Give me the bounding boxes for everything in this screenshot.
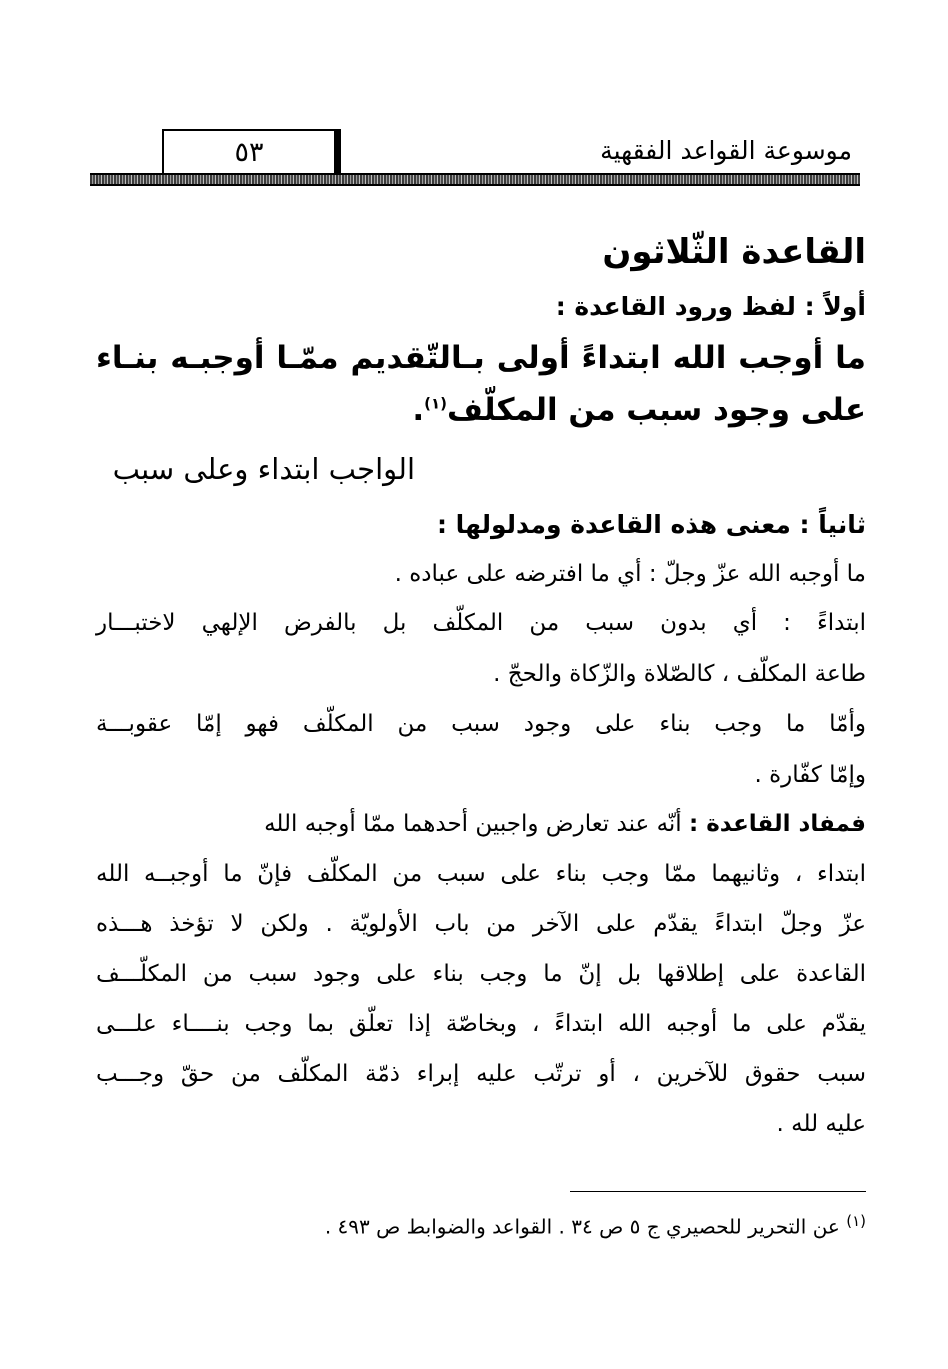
page-number: ٥٣: [162, 129, 341, 177]
footnote: [325, 1212, 866, 1239]
meaning-line-2: ابتداءً : أي بدون سبب من المكلّف بل بالفرض الإلهي لاختبـــار: [96, 610, 866, 636]
header-divider: [90, 173, 860, 186]
footnote-reference: (١): [424, 394, 447, 413]
rule-subtitle: الواجب ابتداء وعلى سبب: [112, 452, 415, 486]
import-line-1: [264, 811, 866, 837]
import-line-3: عزّ وجلّ ابتداءً يقدّم على الآخر من باب الأولويّة . ولكن لا تؤخذ هـــذه: [96, 911, 866, 937]
footnote-divider: [570, 1191, 866, 1192]
rule-statement-end: .: [412, 392, 425, 428]
import-lead-rest: أنّه عند تعارض واجبين أحدهما ممّا أوجبه الله: [264, 811, 690, 837]
meaning-line-4: وأمّا ما وجب بناء على وجود سبب من المكلّف فهو إمّا عقوبـــة: [96, 711, 866, 737]
section-heading-meaning: ثانياً : معنى هذه القاعدة ومدلولها :: [436, 510, 866, 539]
meaning-line-1: ما أوجبه الله عزّ وجلّ : أي ما افترضه على عباده .: [394, 561, 866, 587]
rule-statement-line-1: ما أوجب الله ابتداءً أولى بـالتّقديم ممّـا أوجبـه بنـاء: [96, 340, 866, 376]
rule-statement-text: على وجود سبب من المكلّف: [446, 392, 866, 428]
import-line-6: سبب حقوق للآخرين ، أو ترتّب عليه إبراء ذمّة المكلّف من حقّ وجـــب: [96, 1061, 866, 1087]
import-line-4: القاعدة على إطلاقها بل إنّ ما وجب بناء على وجود سبب من المكلّـــف: [96, 961, 866, 987]
meaning-line-3: طاعة المكلّف ، كالصّلاة والزّكاة والحجّ .: [493, 661, 866, 687]
running-title: موسوعة القواعد الفقهية: [600, 136, 852, 165]
footnote-text: عن التحرير للحصيري ج ٥ ص ٣٤ . القواعد والضوابط ص ٤٩٣ .: [324, 1214, 840, 1239]
meaning-line-5: وإمّا كفّارة .: [754, 762, 866, 788]
rule-statement-line-2: [412, 392, 866, 428]
import-lead: فمفاد القاعدة :: [689, 811, 866, 837]
section-heading-wording: أولاً : لفظ ورود القاعدة :: [555, 292, 866, 321]
import-line-7: عليه لله .: [776, 1111, 866, 1137]
rule-title: القاعدة الثّلاثون: [602, 232, 866, 272]
page-header: [90, 126, 860, 186]
footnote-marker: (١): [846, 1212, 866, 1230]
import-line-2: ابتداء ، وثانيهما ممّا وجب بناء على سبب من المكلّف فإنّ ما أوجبــه الله: [96, 861, 866, 887]
import-line-5: يقدّم على ما أوجبه الله ابتداءً ، وبخاصّة إذا تعلّق بما وجب بنــــاء علـــى: [96, 1011, 866, 1037]
